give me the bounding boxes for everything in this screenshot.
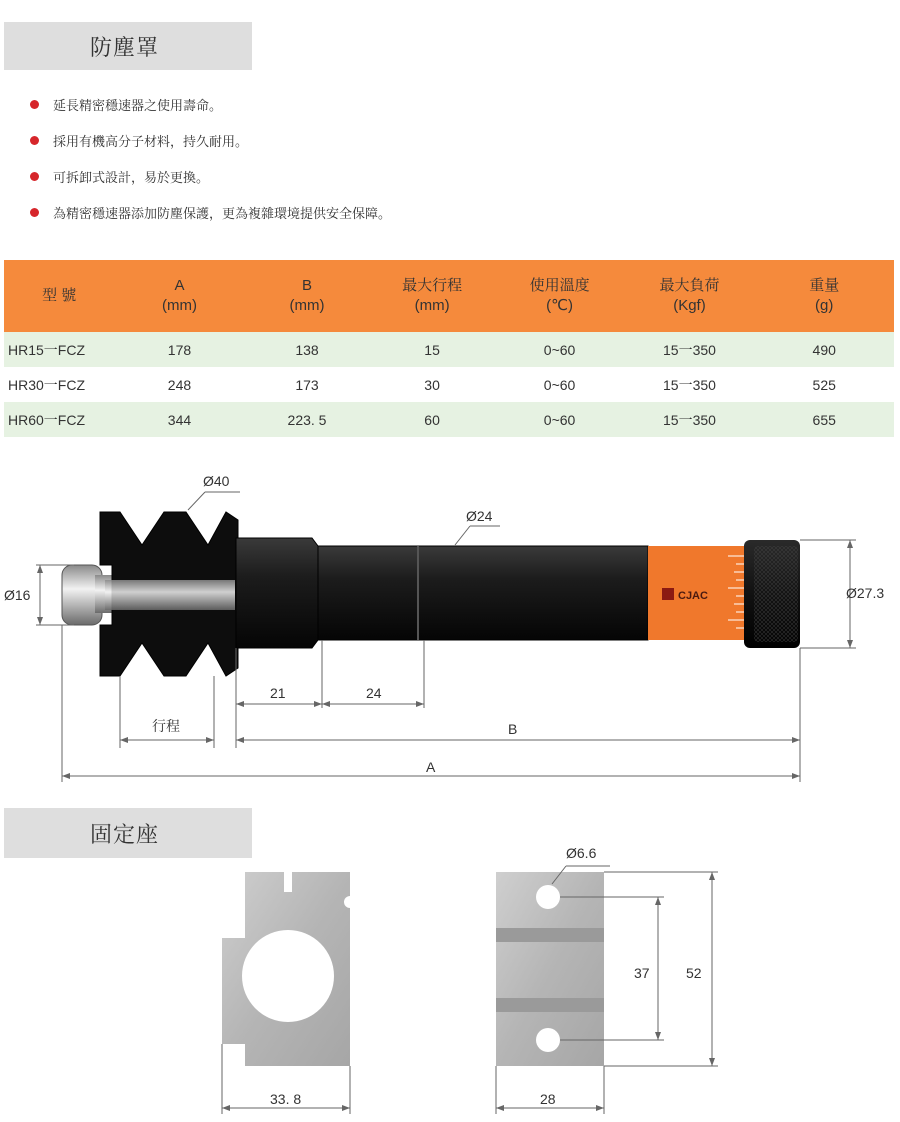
cell: 138 (295, 341, 319, 358)
feature-item: 延長精密穩速器之使用壽命。 (30, 86, 391, 122)
cell: 0~60 (543, 341, 576, 358)
feature-item: 採用有機高分子材料，持久耐用。 (30, 122, 391, 158)
label-width-33: 33. 8 (270, 1091, 302, 1107)
feature-list (30, 86, 391, 230)
cell: 248 (167, 376, 192, 393)
cell: 30 (424, 376, 440, 393)
cell: 0~60 (543, 411, 576, 428)
dampener-drawing (0, 460, 900, 790)
bullet-icon (30, 100, 39, 109)
mount-drawing (0, 840, 900, 1122)
bullet-icon (30, 208, 39, 217)
cell: 178 (167, 341, 192, 358)
header-weight: 重量 (g) (809, 277, 840, 314)
cell: 525 (812, 376, 836, 393)
cell: 173 (295, 376, 319, 393)
cell: 15 (424, 341, 440, 358)
table-header-row (4, 260, 894, 332)
body-collar (236, 538, 318, 648)
header-stroke: 最大行程 (mm) (402, 277, 463, 314)
cell: 344 (167, 411, 192, 428)
cell: 490 (812, 341, 836, 358)
feature-item: 為精密穩速器添加防塵保護，更為複雜環境提供安全保障。 (30, 194, 391, 230)
label-dim-37: 37 (634, 965, 650, 981)
label-dim-28: 28 (540, 1091, 556, 1107)
table-row (4, 332, 894, 367)
table-row (4, 367, 894, 402)
label-dia-16: Ø16 (4, 587, 31, 603)
header-a: A (mm) (161, 277, 197, 314)
section-title-text: 固定座 (90, 822, 160, 848)
bullet-icon (30, 136, 39, 145)
body-tube (318, 546, 648, 640)
cell: 223. 5 (287, 411, 327, 428)
cell: 15一350 (663, 376, 716, 393)
header-model: 型 號 (42, 287, 77, 304)
label-dia-27: Ø27.3 (846, 585, 885, 601)
label-dim-24: 24 (366, 685, 382, 701)
cell: 60 (424, 411, 440, 428)
label-dim-52: 52 (686, 965, 702, 981)
cell-model: HR30一FCZ (8, 376, 86, 393)
mount-hole-top (536, 885, 560, 909)
header-b: B (mm) (289, 277, 325, 314)
label-dim-a: A (426, 759, 436, 775)
spec-table (4, 260, 894, 437)
cell: 655 (812, 411, 836, 428)
feature-item: 可拆卸式設計，易於更換。 (30, 158, 391, 194)
label-dia-24: Ø24 (466, 508, 493, 524)
label-dim-b: B (508, 721, 518, 737)
cell-model: HR60一FCZ (8, 411, 86, 428)
label-hole-dia: Ø6.6 (566, 845, 597, 861)
header-load: 最大負荷 (Kgf) (659, 277, 720, 314)
cell: 15一350 (663, 411, 716, 428)
cell: 15一350 (663, 341, 716, 358)
cell-model: HR15一FCZ (8, 341, 86, 358)
label-dim-21: 21 (270, 685, 286, 701)
table-row (4, 402, 894, 437)
label-dia-40: Ø40 (203, 473, 230, 489)
bore-hole (242, 930, 334, 1022)
label-stroke: 行程 (152, 718, 180, 734)
brand-logo-icon (662, 588, 674, 600)
brand-text: CJAC (678, 590, 708, 602)
bullet-icon (30, 172, 39, 181)
mount-hole-bottom (536, 1028, 560, 1052)
header-temp: 使用溫度 (℃) (529, 277, 590, 314)
section-title-text: 防塵罩 (90, 35, 160, 61)
cell: 0~60 (543, 376, 576, 393)
section-title-dust-cover (4, 22, 252, 70)
